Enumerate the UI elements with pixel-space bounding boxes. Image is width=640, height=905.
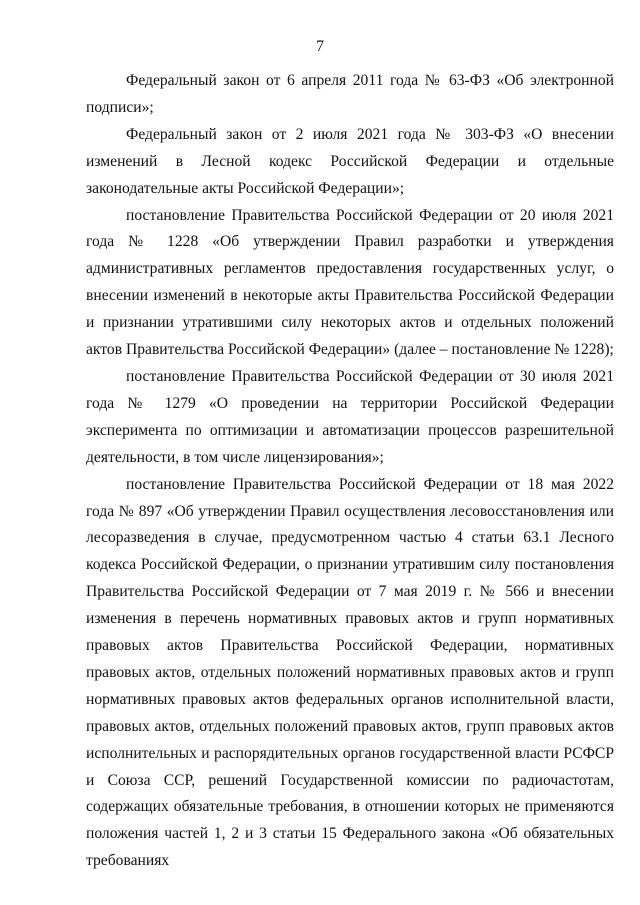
paragraph-resolution-1279: постановление Правительства Российской Федерации от 30 июля 2021 года № 1279 «О проведении на территории Российской Федерации эксперимента по оптимизации и автоматизации процессов разрешительной деятельности, в том числе лицензирования»; [86,367,614,466]
paragraph-resolution-1228: постановление Правительства Российской Федерации от 20 июля 2021 года № 1228 «Об утверждении Правил разработки и утверждения административных регламентов предоставления государственных услуг, о внесении изменений в некоторые акты Правительства Российской Федерации и признании утратившими силу некоторых актов и отдельных положений актов Правительства Российской Федерации» (далее – постановление № 1228); [86,206,614,359]
paragraph-forest-code-amendments-law: Федеральный закон от 2 июля 2021 года № 303-ФЗ «О внесении изменений в Лесной кодекс Российской Федерации и отдельные законодательные акты Российской Федерации»; [86,125,614,197]
paragraph-resolution-897: постановление Правительства Российской Федерации от 18 мая 2022 года № 897 «Об утверждении Правил осуществления лесовосстановления или лесоразведения в случае, предусмотренном частью 4 статьи 63.1 Лесного кодекса Российской Федерации, о признании утратившим силу постановления Правительства Российской Федерации от 7 мая 2019 г. № 566 и внесении изменения в перечень нормативных правовых актов и групп нормативных правовых актов Правительства Российской Федерации, нормативных правовых актов, отдельных положений нормативных правовых актов и групп нормативных правовых актов федеральных органов исполнительной власти, правовых актов, отдельных положений правовых актов, групп правовых актов исполнительных и распорядительных органов государственной власти РСФСР и Союза ССР, решений Государственной комиссии по радиочастотам, содержащих обязательные требования, в отношении которых не применяются положения частей 1, 2 и 3 статьи 15 Федерального закона «Об обязательных требованиях [86,475,614,870]
paragraph-electronic-signature-law: Федеральный закон от 6 апреля 2011 года № 63-ФЗ «Об электронной подписи»; [86,72,614,116]
page-number: 7 [316,38,324,55]
document-body [86,68,614,875]
